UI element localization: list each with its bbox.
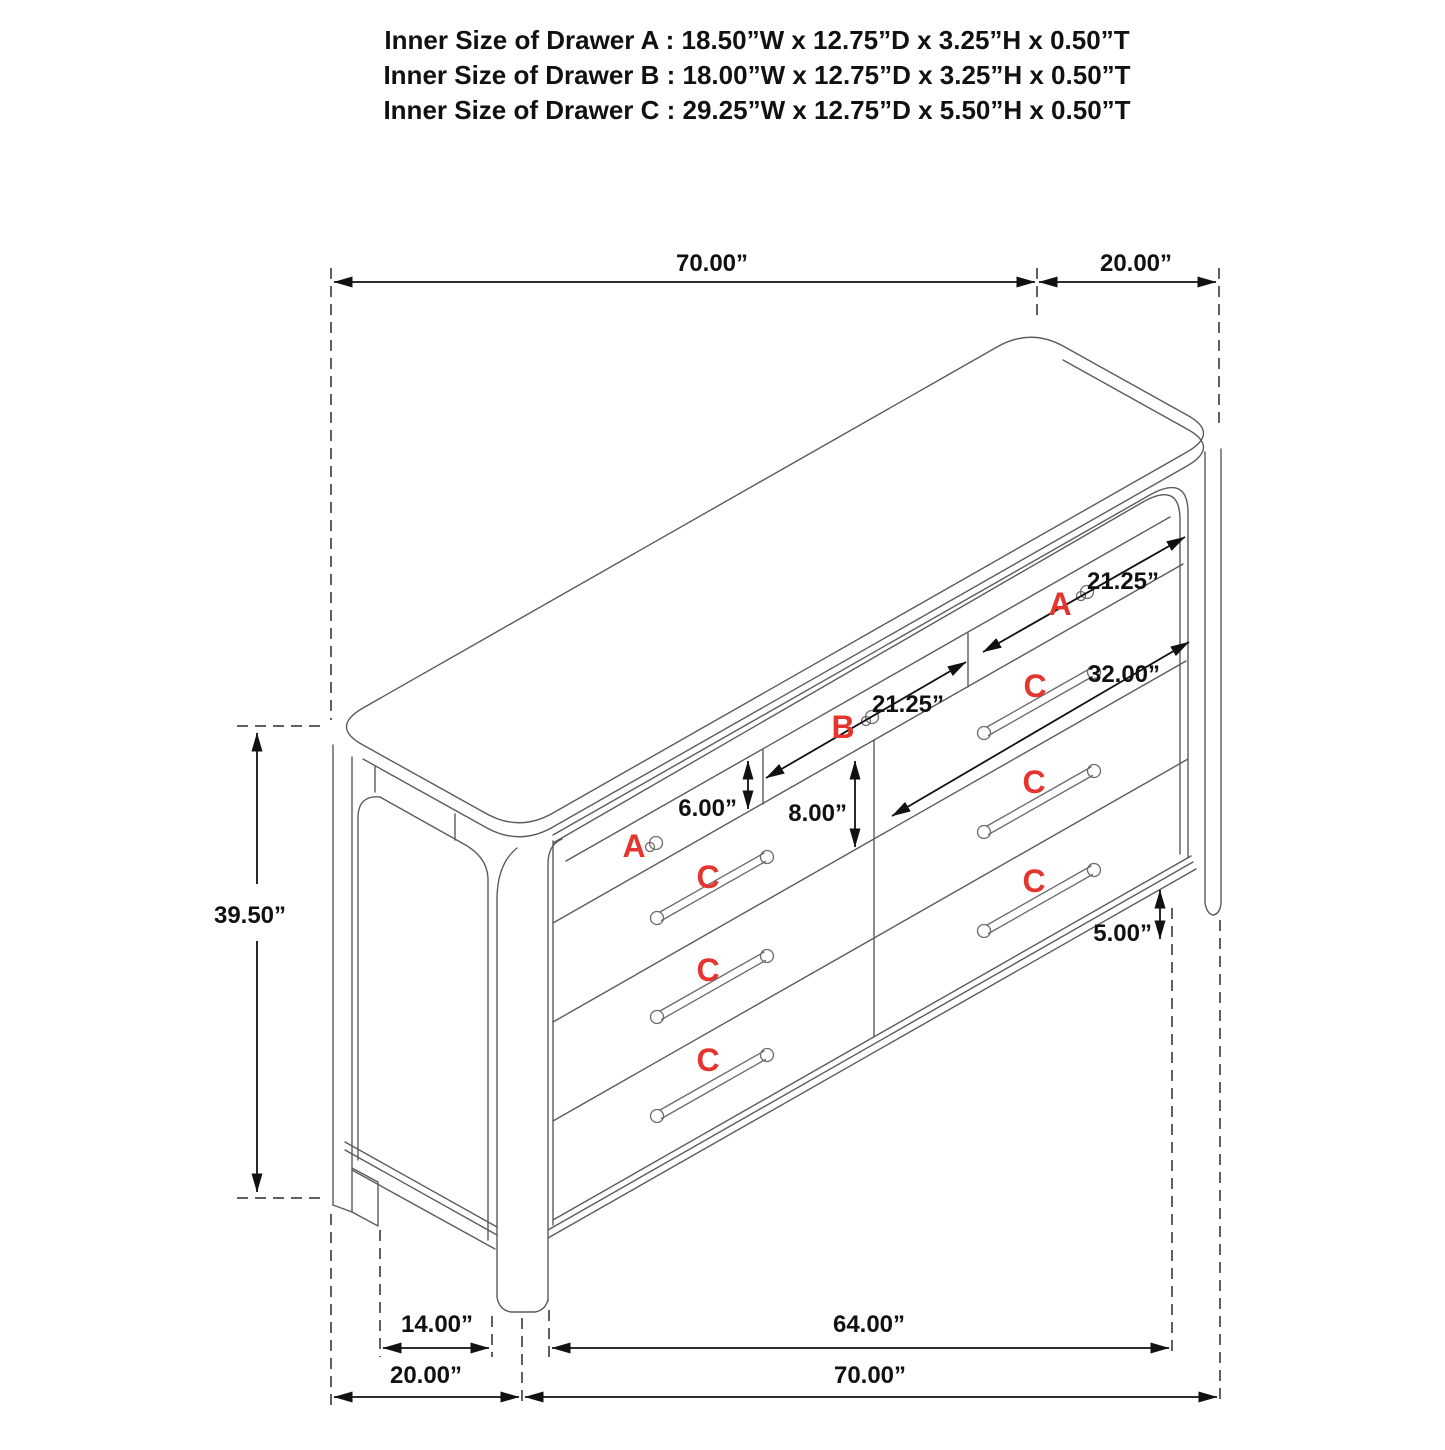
front-bottom-rail [548,862,1196,1238]
side-panel-left [333,745,352,1212]
dim-label-front-opening: 64.00” [832,1311,906,1338]
dim-label-top-width: 70.00” [675,250,749,277]
drawer-label-a-left: A [622,828,646,864]
header-line-c: Inner Size of Drawer C : 29.25”W x 12.75”D x 5.50”H x 0.50”T [383,95,1131,125]
extension-lines [237,268,1220,1406]
front-left-post [497,839,562,1312]
dim-label-top-depth: 20.00” [1099,250,1173,277]
drawer-label-a-right: A [1048,586,1072,622]
cabinet-outline [333,337,1221,1312]
dim-label-bottom-depth: 20.00” [389,1362,463,1389]
front-right-post [1205,449,1221,915]
drawer-label-c-left-1: C [696,859,720,895]
dim-label-drawer-b-width: 21.25” [871,691,945,718]
drawer-label-c-right-3: C [1022,863,1046,899]
side-arch-frame [358,797,488,1240]
header-line-a: Inner Size of Drawer A : 18.50”W x 12.75”D x 3.25”H x 0.50”T [384,25,1130,55]
drawer-label-c-left-3: C [696,1042,720,1078]
dim-label-small-drawer-height: 6.00” [678,795,737,822]
dim-label-base-clearance: 5.00” [1093,920,1152,947]
top-surface [347,337,1204,823]
drawer-label-b: B [831,709,855,745]
header-text [383,25,1130,125]
drawer-bank-frame [553,488,1188,1225]
drawer-label-c-left-2: C [696,952,720,988]
dim-label-side-opening: 14.00” [400,1311,474,1338]
knob-icon-a-left [646,837,663,852]
dim-label-bottom-width: 70.00” [833,1362,907,1389]
header-line-b: Inner Size of Drawer B : 18.00”W x 12.75”D x 3.25”H x 0.50”T [383,60,1131,90]
dim-label-drawer-c-width: 32.00” [1087,661,1161,688]
dim-label-large-drawer-height: 8.00” [788,800,847,827]
dim-label-drawer-a-width: 21.25” [1086,568,1160,595]
drawer-row-lines [553,517,1191,1220]
dimension-lines [257,282,1217,1397]
drawer-label-c-right-1: C [1023,668,1047,704]
dim-label-height: 39.50” [213,902,287,929]
drawer-label-c-right-2: C [1022,764,1046,800]
side-bottom-rail [345,1142,497,1249]
side-back-leg [333,1168,378,1226]
